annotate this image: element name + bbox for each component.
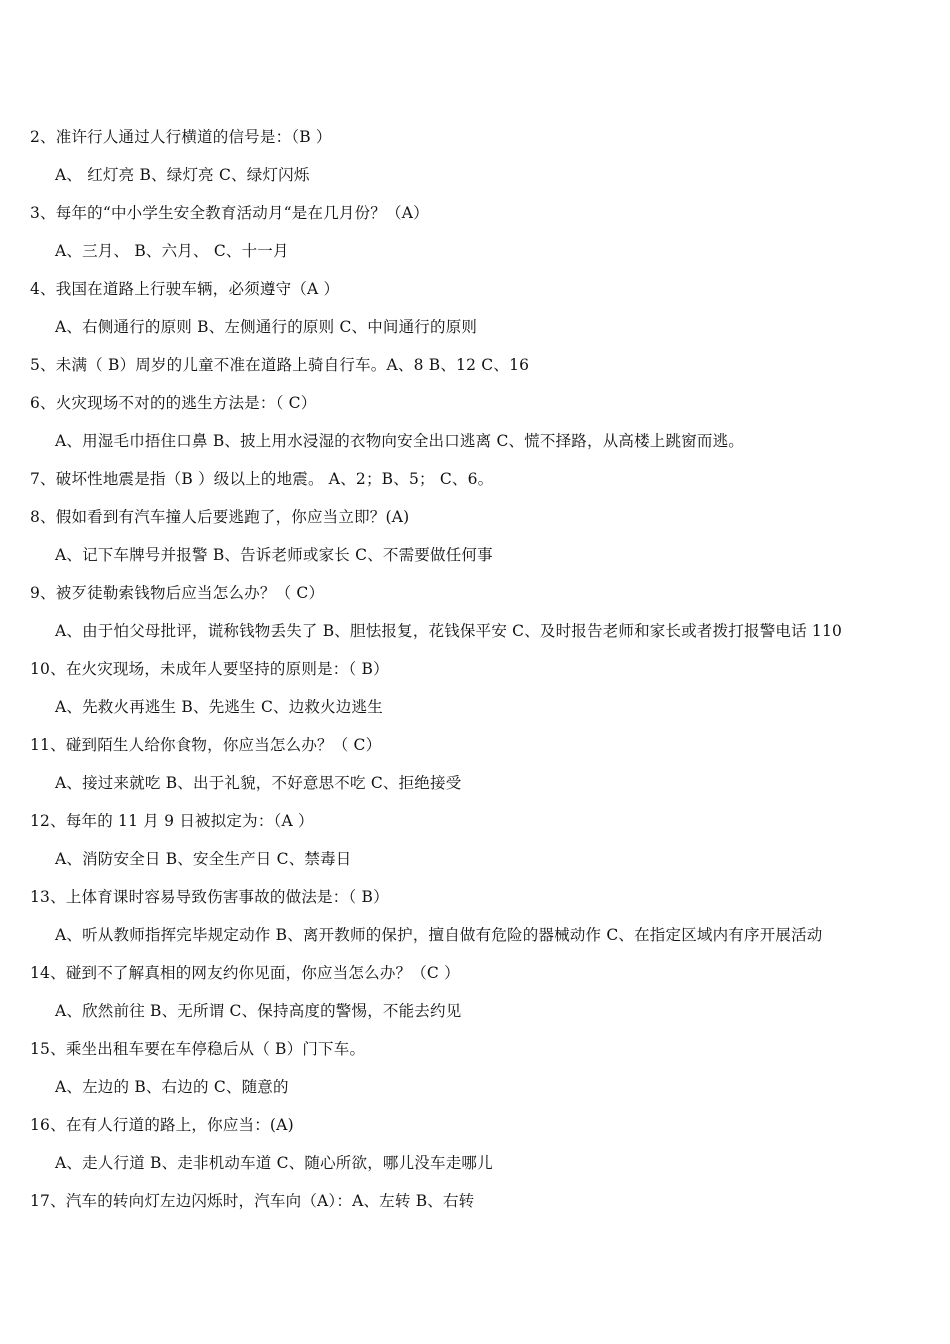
question-8: 8、假如看到有汽车撞人后要逃跑了，你应当立即？(A): [30, 508, 410, 526]
question-3: 3、每年的“中小学生安全教育活动月“是在几月份？（A）: [30, 204, 429, 222]
question-17: 17、汽车的转向灯左边闪烁时，汽车向（A）：A、左转 B、右转: [30, 1192, 475, 1210]
question-12: 12、每年的 11 月 9 日被拟定为：（A ）: [30, 812, 314, 830]
question-4: 4、我国在道路上行驶车辆，必须遵守（A ）: [30, 280, 340, 298]
question-9: 9、被歹徒勒索钱物后应当怎么办？（ C）: [30, 584, 325, 602]
options-16: A、走人行道 B、走非机动车道 C、随心所欲，哪儿没车走哪儿: [55, 1154, 493, 1172]
question-7: 7、破坏性地震是指（B ）级以上的地震。 A、2；B、5； C、6。: [30, 470, 494, 488]
question-14: 14、碰到不了解真相的网友约你见面，你应当怎么办？（C ）: [30, 964, 460, 982]
question-13: 13、上体育课时容易导致伤害事故的做法是：（ B）: [30, 888, 389, 906]
options-10: A、先救火再逃生 B、先逃生 C、边救火边逃生: [55, 698, 383, 716]
options-2: A、 红灯亮 B、绿灯亮 C、绿灯闪烁: [55, 166, 310, 184]
question-15: 15、乘坐出租车要在车停稳后从（ B）门下车。: [30, 1040, 366, 1058]
options-9: A、由于怕父母批评，谎称钱物丢失了 B、胆怯报复，花钱保平安 C、及时报告老师和家长或者拨打报警电话 110: [55, 622, 843, 640]
question-2: 2、准许行人通过人行横道的信号是：（B ）: [30, 128, 332, 146]
options-3: A、三月、 B、六月、 C、十一月: [55, 242, 289, 260]
options-15: A、左边的 B、右边的 C、随意的: [55, 1078, 289, 1096]
options-4: A、右侧通行的原则 B、左侧通行的原则 C、中间通行的原则: [55, 318, 478, 336]
question-16: 16、在有人行道的路上，你应当：(A): [30, 1116, 294, 1134]
options-6: A、用湿毛巾捂住口鼻 B、披上用水浸湿的衣物向安全出口逃离 C、慌不择路，从高楼上跳窗而逃。: [55, 432, 745, 450]
question-6: 6、火灾现场不对的的逃生方法是：（ C）: [30, 394, 317, 412]
options-13: A、听从教师指挥完毕规定动作 B、离开教师的保护，擅自做有危险的器械动作 C、在指定区域内有序开展活动: [55, 926, 823, 944]
options-8: A、记下车牌号并报警 B、告诉老师或家长 C、不需要做任何事: [55, 546, 493, 564]
question-11: 11、碰到陌生人给你食物，你应当怎么办？（ C）: [30, 736, 382, 754]
question-10: 10、在火灾现场，未成年人要坚持的原则是：（ B）: [30, 660, 389, 678]
options-11: A、接过来就吃 B、出于礼貌，不好意思不吃 C、拒绝接受: [55, 774, 462, 792]
options-14: A、欣然前往 B、无所谓 C、保持高度的警惕，不能去约见: [55, 1002, 462, 1020]
options-12: A、消防安全日 B、安全生产日 C、禁毒日: [55, 850, 352, 868]
question-5: 5、未满（ B）周岁的儿童不准在道路上骑自行车。A、8 B、12 C、16: [30, 356, 530, 374]
